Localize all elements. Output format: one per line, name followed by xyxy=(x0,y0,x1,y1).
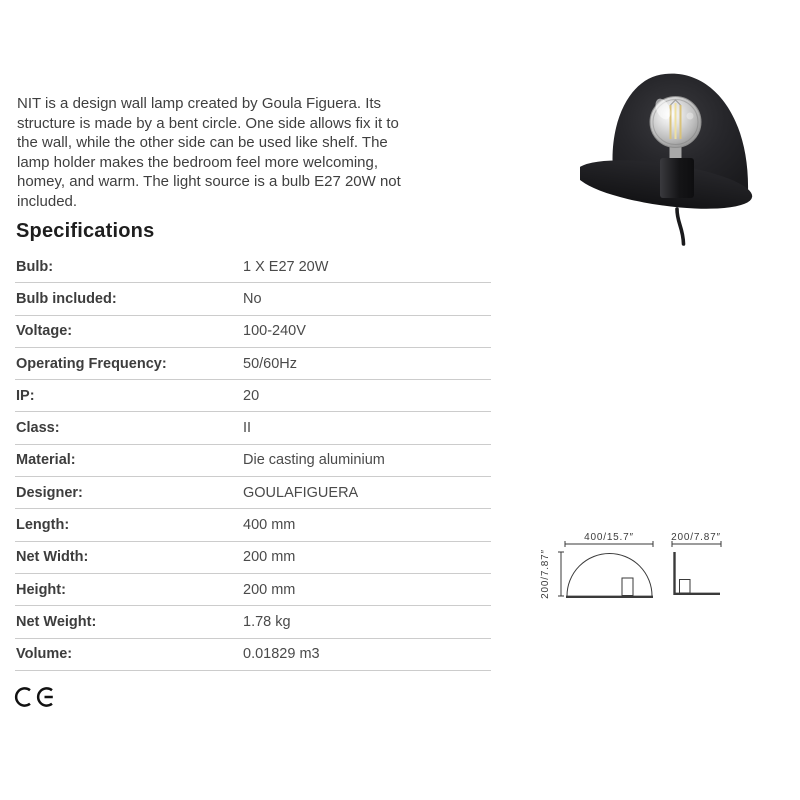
table-row xyxy=(15,574,491,606)
spec-value: 1 X E27 20W xyxy=(243,258,329,275)
front-view-outline xyxy=(567,554,652,597)
table-row xyxy=(15,509,491,541)
spec-label: Operating Frequency: xyxy=(16,355,167,372)
table-row xyxy=(15,606,491,638)
spec-label: Height: xyxy=(16,581,66,598)
bulb-highlight-small xyxy=(687,113,694,120)
ce-mark-icon xyxy=(14,685,58,709)
bulb-holder xyxy=(660,158,694,198)
spec-value: Die casting aluminium xyxy=(243,452,385,469)
spec-value: 20 xyxy=(243,387,260,404)
spec-label: Voltage: xyxy=(16,323,73,340)
specifications-heading: Specifications xyxy=(16,219,155,242)
front-width-dimension-label: 400/15.7″ xyxy=(584,532,634,543)
lamp-cord xyxy=(677,209,684,244)
table-row xyxy=(15,542,491,574)
specifications-table xyxy=(15,251,491,671)
product-description: NIT is a design wall lamp created by Goula Figuera. Its structure is made by a bent circle. One side allows fix it to the wall, while the other side can be used like shelf. The lamp holder makes the bedroom feel more welcoming, homey, and warm. The light source is a bulb E27 20W not included. xyxy=(17,95,401,210)
table-row xyxy=(15,412,491,444)
spec-label: Class: xyxy=(16,420,60,437)
side-depth-dimension-label: 200/7.87″ xyxy=(671,532,721,543)
spec-label: IP: xyxy=(16,387,35,404)
spec-value: GOULAFIGUERA xyxy=(243,484,359,501)
table-row xyxy=(15,477,491,509)
table-row xyxy=(15,251,491,283)
spec-label: Designer: xyxy=(16,484,83,501)
spec-label: Volume: xyxy=(16,646,73,663)
spec-value: 0.01829 m3 xyxy=(243,646,320,663)
product-image xyxy=(580,55,800,255)
table-row xyxy=(15,283,491,315)
spec-label: Length: xyxy=(16,517,70,534)
spec-value: 400 mm xyxy=(243,517,296,534)
front-height-dimension-label: 200/7.87″ xyxy=(540,549,551,599)
spec-value: No xyxy=(243,290,262,307)
spec-value: 200 mm xyxy=(243,581,296,598)
spec-value: 1.78 kg xyxy=(243,613,291,630)
spec-value: 100-240V xyxy=(243,323,306,340)
dimension-diagram xyxy=(540,515,740,610)
spec-value: 50/60Hz xyxy=(243,355,298,372)
table-row xyxy=(15,348,491,380)
spec-value: 200 mm xyxy=(243,549,296,566)
spec-label: Bulb included: xyxy=(16,290,117,307)
spec-label: Net Weight: xyxy=(16,613,97,630)
spec-label: Bulb: xyxy=(16,258,54,275)
table-row xyxy=(15,316,491,348)
table-row xyxy=(15,445,491,477)
table-row xyxy=(15,639,491,671)
spec-label: Material: xyxy=(16,452,76,469)
spec-value: II xyxy=(243,420,252,437)
spec-label: Net Width: xyxy=(16,549,89,566)
table-row xyxy=(15,380,491,412)
